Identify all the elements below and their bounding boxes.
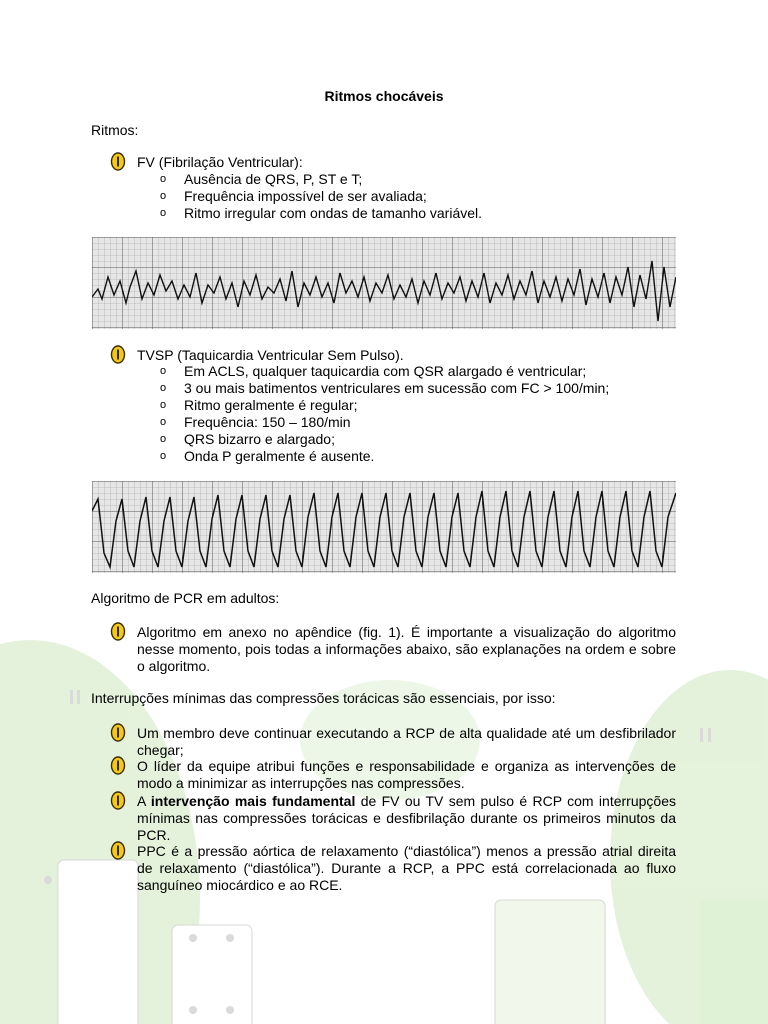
algoritmo-heading: Algoritmo de PCR em adultos:: [91, 590, 280, 606]
interrupcoes-item: A intervenção mais fundamental de FV ou TV sem pulso é RCP com interrupções mínimas nas compressões torácicas e desfibrilação durante os primeiros minutos da PCR.: [137, 793, 676, 843]
tvsp-heading: TVSP (Taquicardia Ventricular Sem Pulso).: [137, 347, 404, 363]
coin-bullet-icon: [110, 345, 126, 364]
algoritmo-item: Algoritmo em anexo no apêndice (fig. 1). É importante a visualização do algoritmo nesse momento, pois todas a informações abaixo, são explanações na ordem e sobre o algoritmo.: [137, 624, 676, 674]
hollow-circle-bullet-icon: o: [160, 207, 167, 219]
coin-bullet-icon: [110, 152, 126, 171]
coin-bullet-icon: [110, 756, 126, 775]
hollow-circle-bullet-icon: o: [160, 399, 167, 411]
interrupcoes-item: PPC é a pressão aórtica de relaxamento (“diastólica”) menos a pressão atrial direita de relaxamento (“diastólica”). Durante a RCP, a PPC está correlacionada ao fluxo sanguíneo miocárdico e ao RCE.: [137, 843, 676, 893]
hollow-circle-bullet-icon: o: [160, 416, 167, 428]
document-page: Ritmos chocáveis Ritmos: FV (Fibrilação Ventricular): o Ausência de QRS, P, ST e T; o Frequência impossível de ser avaliada; o Ritmo irregular com ondas de tamanho variável. TVSP (Taquicardia Ventricular Sem Pulso). o Em ACLS, qualquer taquicardia com QSR alargado é ventricular; o 3 ou mais batimentos ventriculares em sucessão com FC > 100/min; o Ritmo geralmente é regular; o Frequência: 150 – 180/min o QRS bizarro e alargado; o Onda P geralmente é ausente. Algoritmo de PCR em adultos: Algoritmo em anexo no apêndice (fig. 1). É importante a visualização do algoritmo nesse momento, pois todas a informações abaixo, são explanações na ordem e sobre o algoritmo. Interrupções mínimas das compressões torácicas são essenciais, por isso: Um membro deve continuar executando a RCP de alta qualidade até um desfibrilador chegar; O líder da equipe atribui funções e responsabilidade e organiza as intervenções de modo a minimizar as interrupções nas compressões. A intervenção mais fundamental de FV ou TV sem pulso é RCP com interrupções mínimas nas compressões torácicas e desfibrilação durante os primeiros minutos da PCR. PPC é a pressão aórtica de relaxamento (“diastólica”) menos a pressão atrial direita de relaxamento (“diastólica”). Durante a RCP, a PPC está correlacionada ao fluxo sanguíneo miocárdico e ao RCE.: [0, 0, 768, 1024]
coin-bullet-icon: [110, 791, 126, 810]
interrupcoes-heading: Interrupções mínimas das compressões torácicas são essenciais, por isso:: [91, 690, 556, 706]
hollow-circle-bullet-icon: o: [160, 382, 167, 394]
coin-bullet-icon: [110, 622, 126, 641]
coin-bullet-icon: [110, 723, 126, 742]
hollow-circle-bullet-icon: o: [160, 433, 167, 445]
hollow-circle-bullet-icon: o: [160, 173, 167, 185]
emphasis-text: intervenção mais fundamental: [150, 793, 356, 809]
hollow-circle-bullet-icon: o: [160, 365, 167, 377]
page-title: Ritmos chocáveis: [324, 88, 444, 104]
interrupcoes-item: Um membro deve continuar executando a RCP de alta qualidade até um desfibrilador chegar;: [137, 725, 676, 758]
fv-heading: FV (Fibrilação Ventricular):: [137, 154, 303, 170]
hollow-circle-bullet-icon: o: [160, 190, 167, 202]
hollow-circle-bullet-icon: o: [160, 450, 167, 462]
interrupcoes-item: O líder da equipe atribui funções e responsabilidade e organiza as intervenções de modo a minimizar as interrupções nas compressões.: [137, 758, 676, 791]
coin-bullet-icon: [110, 841, 126, 860]
ritmos-heading: Ritmos:: [91, 122, 139, 138]
fv-ecg-strip-image: [92, 237, 676, 329]
tvsp-ecg-strip-image: [92, 481, 676, 573]
